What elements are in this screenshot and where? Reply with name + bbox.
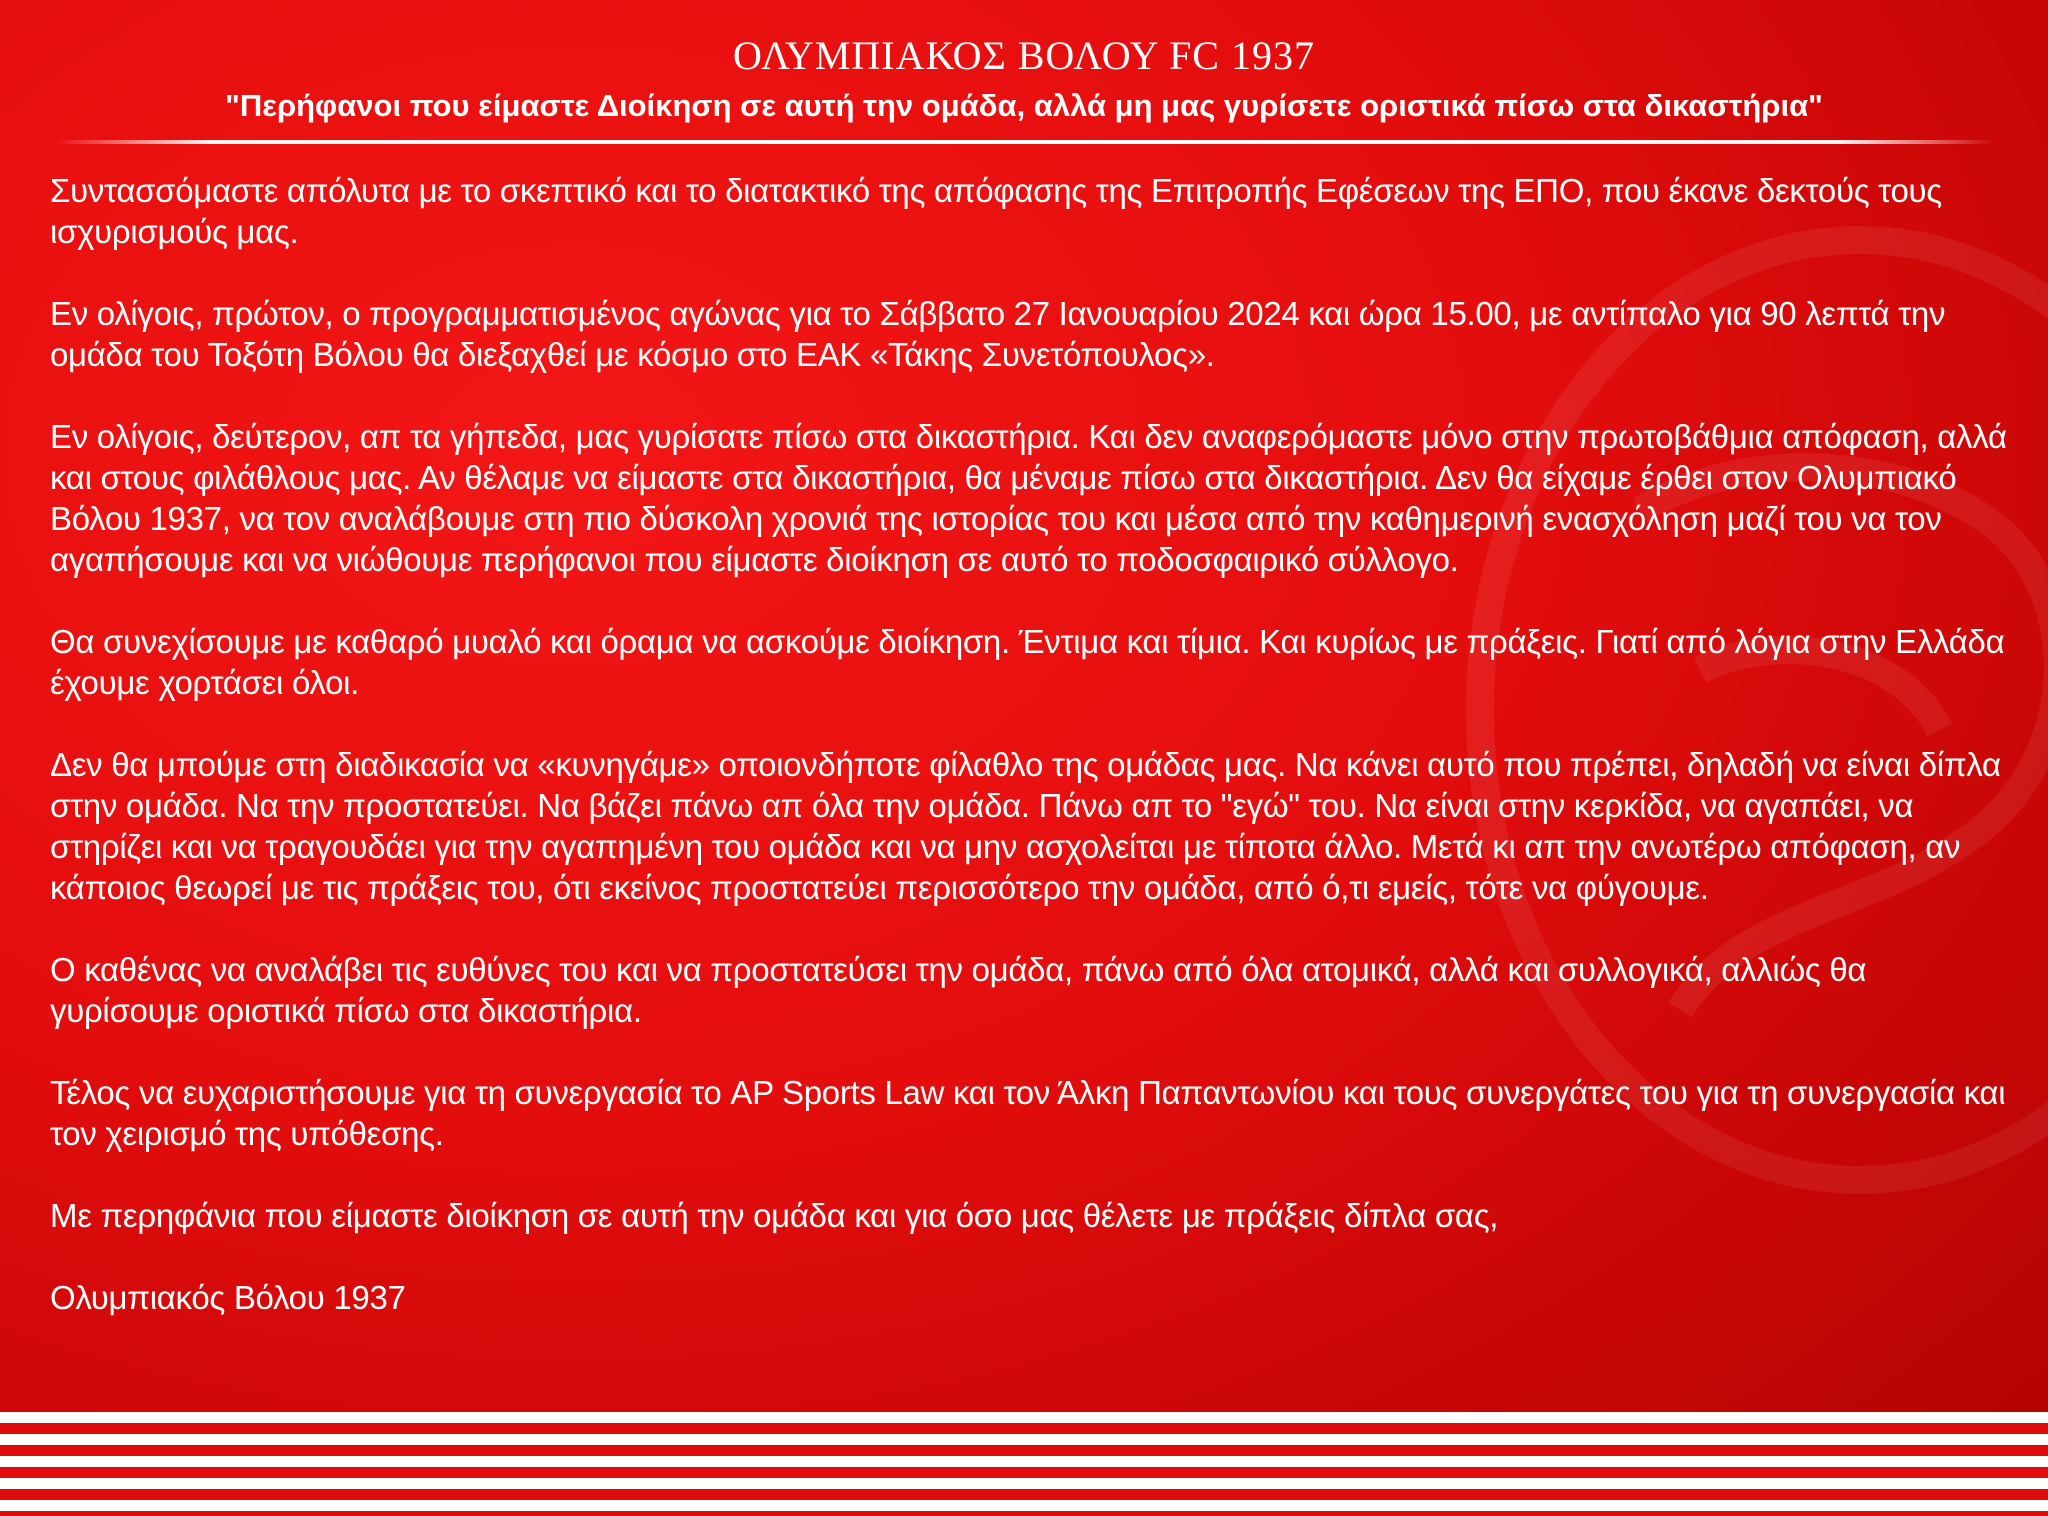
paragraph: Τέλος να ευχαριστήσουμε για τη συνεργασία το AP Sports Law και τον Άλκη Παπαντωνίου και τους συνεργάτες του για τη συνεργασία και τον χειρισμό της υπόθεσης. xyxy=(50,1074,2006,1152)
statement-headline: "Περήφανοι που είμαστε Διοίκηση σε αυτή την ομάδα, αλλά μη μας γυρίσετε οριστικά πίσω στα δικαστήρια" xyxy=(225,88,1823,123)
statement-body xyxy=(50,170,2010,1318)
paragraph: Συντασσόμαστε απόλυτα με το σκεπτικό και το διατακτικό της απόφασης της Επιτροπής Εφέσεων της ΕΠΟ, που έκανε δεκτούς τους ισχυρισμούς μας. xyxy=(50,172,1942,250)
paragraph: Εν ολίγοις, πρώτον, ο προγραμματισμένος αγώνας για το Σάββατο 27 Ιανουαρίου 2024 και ώρα 15.00, με αντίπαλο για 90 λεπτά την ομάδα του Τοξότη Βόλου θα διεξαχθεί με κόσμο στο ΕΑΚ «Τάκης Συνετόπουλος». xyxy=(50,295,1946,373)
paragraph: Εν ολίγοις, δεύτερον, απ τα γήπεδα, μας γυρίσατε πίσω στα δικαστήρια. Και δεν αναφερόμαστε μόνο στην πρωτοβάθμια απόφαση, αλλά και στους φιλάθλους μας. Αν θέλαμε να είμαστε στα δικαστήρια, θα μέναμε πίσω στα δικαστήρια. Δεν θα είχαμε έρθει στον Ολυμπιακό Βόλου 1937, να τον αναλάβουμε στη πιο δύσκολη χρονιά της ιστορίας του και μέσα από την καθημερινή ενασχόληση μαζί του να τον αγαπήσουμε και να νιώθουμε περήφανοι που είμαστε διοίκηση σε αυτό το ποδοσφαιρικό σύλλογο. xyxy=(50,418,2007,578)
header xyxy=(0,30,2048,126)
paragraph: Ο καθένας να αναλάβει τις ευθύνες του και να προστατεύσει την ομάδα, πάνω από όλα ατομικά, αλλά και συλλογικά, αλλιώς θα γυρίσουμε οριστικά πίσω στα δικαστήρια. xyxy=(50,951,1867,1029)
footer-stripes xyxy=(0,1412,2048,1516)
paragraph: Με περηφάνια που είμαστε διοίκηση σε αυτή την ομάδα και για όσο μας θέλετε με πράξεις δίπλα σας, xyxy=(50,1197,1499,1234)
header-divider xyxy=(55,140,1995,144)
club-title: ΟΛΥΜΠΙΑΚΟΣ ΒΟΛΟΥ FC 1937 xyxy=(733,33,1315,78)
signature: Ολυμπιακός Βόλου 1937 xyxy=(50,1279,406,1316)
paragraph: Θα συνεχίσουμε με καθαρό μυαλό και όραμα να ασκούμε διοίκηση. Έντιμα και τίμια. Και κυρίως με πράξεις. Γιατί από λόγια στην Ελλάδα έχουμε χορτάσει όλοι. xyxy=(50,623,2005,701)
paragraph: Δεν θα μπούμε στη διαδικασία να «κυνηγάμε» οποιονδήποτε φίλαθλο της ομάδας μας. Να κάνει αυτό που πρέπει, δηλαδή να είναι δίπλα στην ομάδα. Να την προστατεύει. Να βάζει πάνω απ όλα την ομάδα. Πάνω απ το "εγώ" του. Να είναι στην κερκίδα, να αγαπάει, να στηρίζει και να τραγουδάει για την αγαπημένη του ομάδα και να μην ασχολείται με τίποτα άλλο. Μετά κι απ την ανωτέρω απόφαση, αν κάποιος θεωρεί με τις πράξεις του, ότι εκείνος προστατεύει περισσότερο την ομάδα, από ό,τι εμείς, τότε να φύγουμε. xyxy=(50,746,2001,906)
